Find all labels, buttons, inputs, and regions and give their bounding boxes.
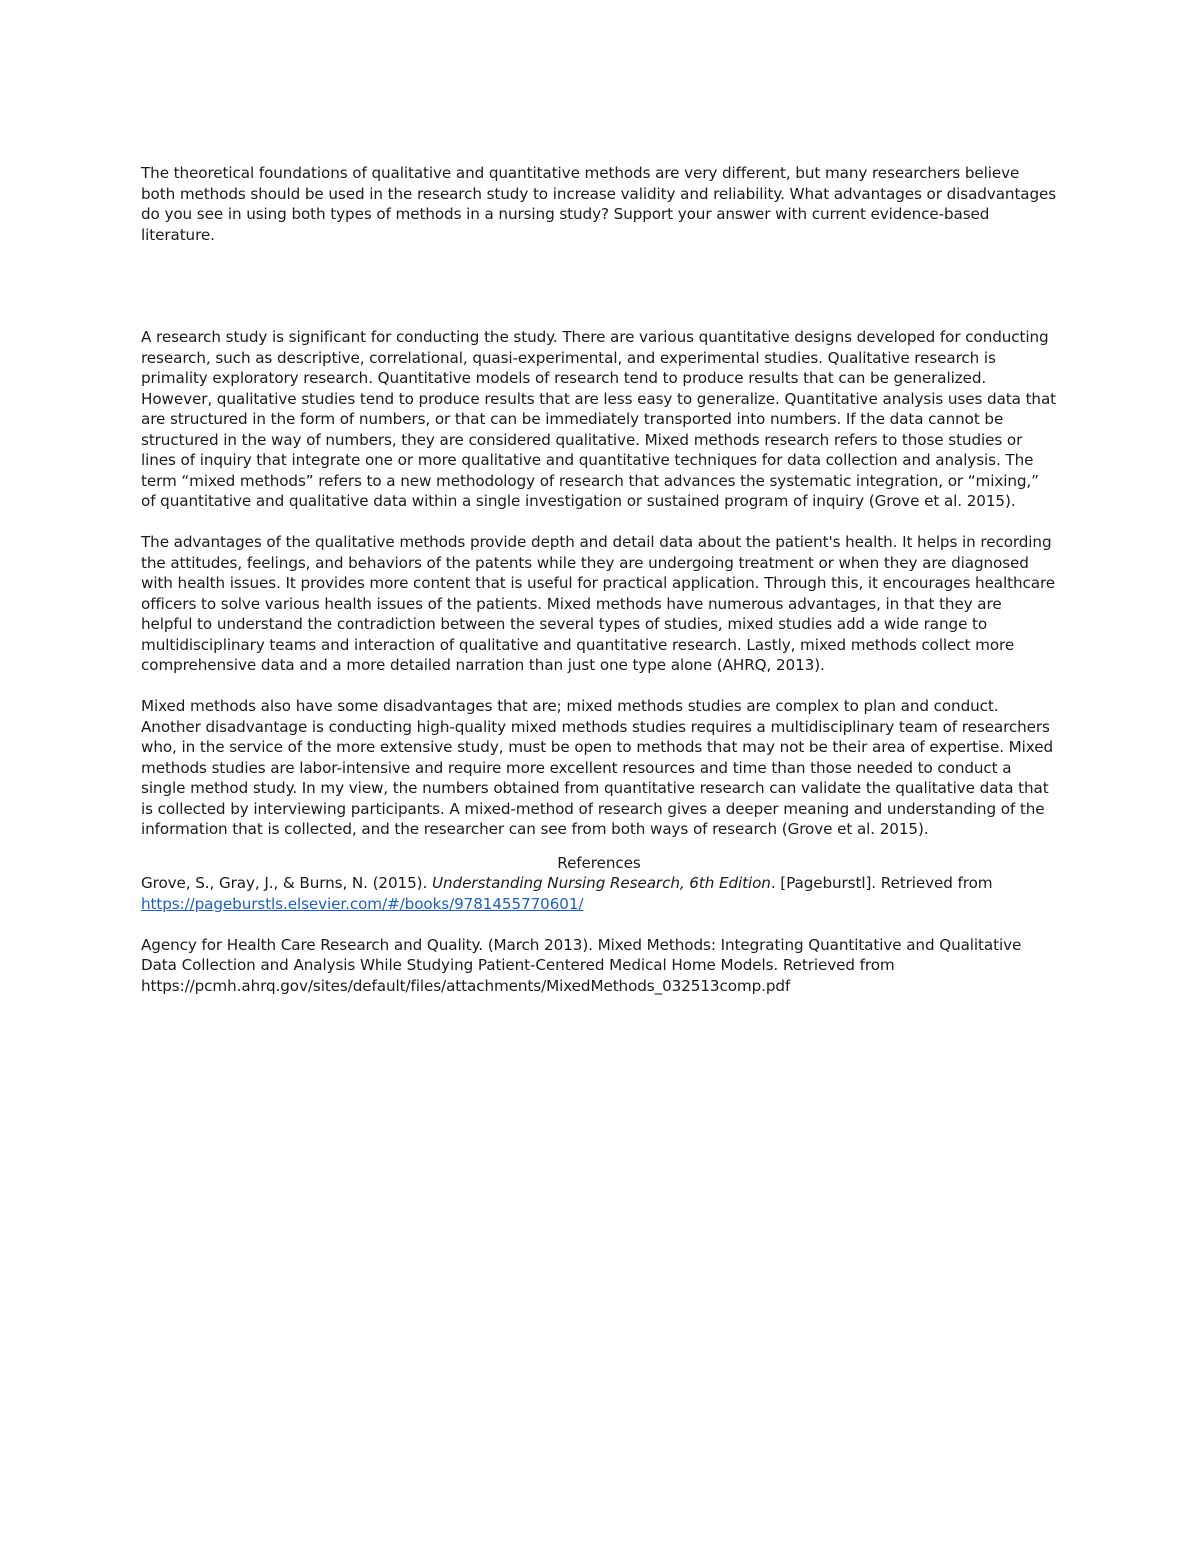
blank-space xyxy=(141,245,1057,327)
document-body xyxy=(141,163,1057,996)
reference-title: Understanding Nursing Research, 6th Edition xyxy=(431,874,771,892)
reference-link[interactable]: https://pageburstls.elsevier.com/#/books/9781455770601/ xyxy=(141,894,584,913)
discussion-question: The theoretical foundations of qualitative and quantitative methods are very different, but many researchers believe both methods should be used in the research study to increase validity and reliability. What advantages or disadvantages do you see in using both types of methods in a nursing study? Support your answer with current evidence-based literature. xyxy=(141,164,1057,244)
reference-entry-ahrq: Agency for Health Care Research and Quality. (March 2013). Mixed Methods: Integrating Quantitative and Qualitative Data Collection and Analysis While Studying Patient-Centered Medical Home Models. Retrieved from https://pcmh.ahrq.gov/sites/default/files/attachments/MixedMethods_032513comp.pdf xyxy=(141,935,1022,995)
references-heading: References xyxy=(557,853,641,872)
reference-authors: Grove, S., Gray, J., & Burns, N. (2015). xyxy=(141,874,428,892)
body-paragraph-1: A research study is significant for conducting the study. There are various quantitative designs developed for conducting research, such as descriptive, correlational, quasi-experimental, and experimental studies. Qualitative research is primality exploratory research. Quantitative models of research tend to produce results that can be generalized. However, qualitative studies tend to produce results that are less easy to generalize. Quantitative analysis uses data that are structured in the form of numbers, or that can be immediately transported into numbers. If the data cannot be structured in the way of numbers, they are considered qualitative. Mixed methods research refers to those studies or lines of inquiry that integrate one or more qualitative and quantitative techniques for data collection and analysis. The term “mixed methods” refers to a new methodology of research that advances the systematic integration, or “mixing,” of quantitative and qualitative data within a single investigation or sustained program of inquiry (Grove et al. 2015). xyxy=(141,328,1057,510)
reference-source: . [Pageburstl]. Retrieved from xyxy=(770,874,993,892)
reference-entry-grove xyxy=(141,873,1057,914)
body-paragraph-2: The advantages of the qualitative methods provide depth and detail data about the patient's health. It helps in recording the attitudes, feelings, and behaviors of the patents while they are undergoing treatment or when they are diagnosed with health issues. It provides more content that is useful for practical application. Through this, it encourages healthcare officers to solve various health issues of the patients. Mixed methods have numerous advantages, in that they are helpful to understand the contradiction between the several types of studies, mixed studies add a wide range to multidisciplinary teams and interaction of qualitative and quantitative research. Lastly, mixed methods collect more comprehensive data and a more detailed narration than just one type alone (AHRQ, 2013). xyxy=(141,533,1056,674)
body-paragraph-3: Mixed methods also have some disadvantages that are; mixed methods studies are complex to plan and conduct. Another disadvantage is conducting high-quality mixed methods studies requires a multidisciplinary team of researchers who, in the service of the more extensive study, must be open to methods that may not be their area of expertise. Mixed methods studies are labor-intensive and require more excellent resources and time than those needed to conduct a single method study. In my view, the numbers obtained from quantitative research can validate the qualitative data that is collected by interviewing participants. A mixed-method of research gives a deeper meaning and understanding of the information that is collected, and the researcher can see from both ways of research (Grove et al. 2015). xyxy=(141,697,1054,838)
